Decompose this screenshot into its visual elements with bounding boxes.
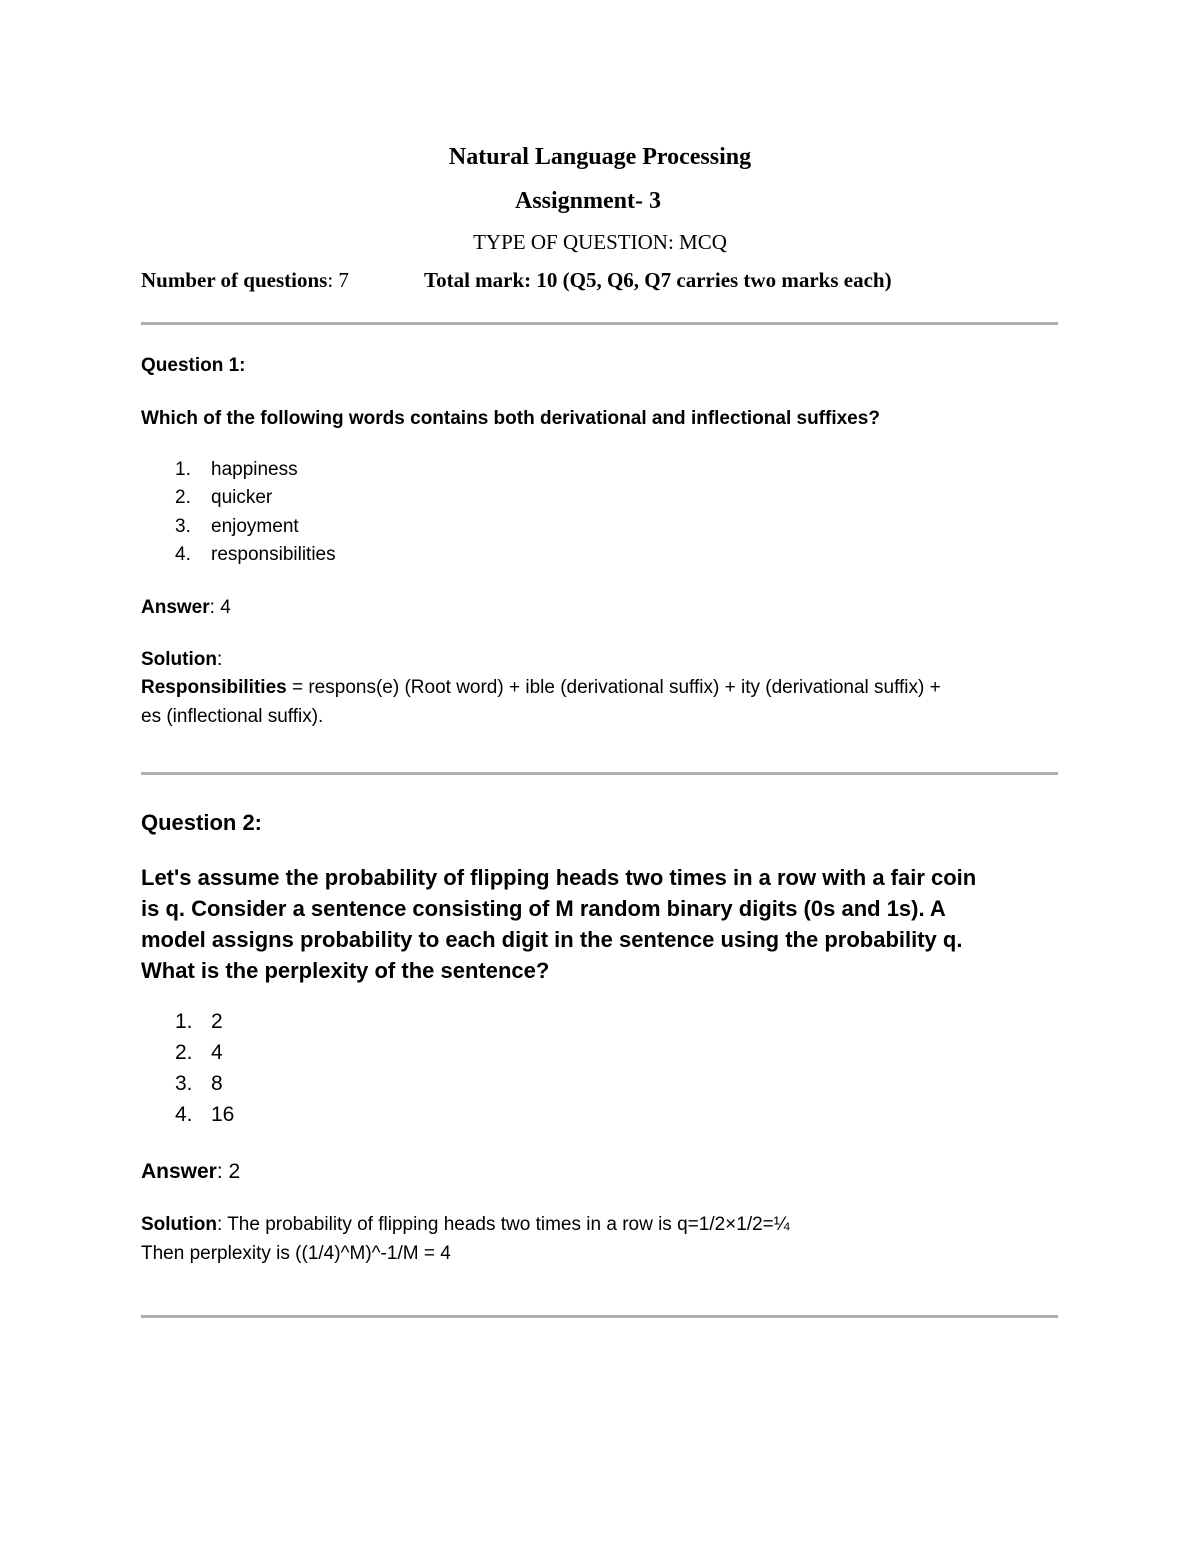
question-type: TYPE OF QUESTION: MCQ — [473, 230, 727, 254]
option-number: 3. — [175, 1072, 193, 1095]
option-text: enjoyment — [211, 515, 299, 537]
option-text: responsibilities — [211, 543, 336, 565]
option-text: 16 — [211, 1103, 235, 1126]
answer-value: : 4 — [209, 597, 231, 618]
total-mark — [424, 268, 892, 293]
option-text: happiness — [211, 459, 298, 480]
question-1-solution-line-2: es (inflectional suffix). — [141, 706, 324, 727]
question-2-text — [141, 862, 976, 986]
option-text: quicker — [211, 487, 273, 509]
solution-text: : The probability of flipping heads two times in a row is q=1/2×1/2=¼ — [216, 1214, 790, 1235]
option-number: 2. — [175, 487, 191, 509]
answer-label: Answer — [141, 1160, 217, 1183]
option-text: 4 — [211, 1041, 223, 1064]
solution-term: Responsibilities — [141, 677, 287, 698]
option-number: 3. — [175, 515, 191, 537]
number-of-questions-label: Number of questions — [141, 268, 328, 292]
assignment-heading: Assignment- 3 — [515, 188, 662, 214]
question-1-solution-heading — [141, 649, 222, 671]
divider — [141, 322, 1058, 325]
solution-label: Solution — [141, 1214, 217, 1235]
answer-value: : 2 — [216, 1160, 241, 1183]
question-1-solution-line-1 — [141, 677, 941, 699]
option-text: 8 — [211, 1072, 223, 1095]
solution-text: = respons(e) (Root word) + ible (derivational suffix) + ity (derivational suffix) + — [286, 677, 941, 698]
option-number: 4. — [175, 1103, 193, 1126]
option-number: 4. — [175, 543, 191, 565]
question-2-text-line: model assigns probability to each digit in the sentence using the probability q. — [141, 927, 963, 952]
option-number: 1. — [175, 459, 191, 480]
question-2-label: Question 2: — [141, 810, 263, 835]
option-text: 2 — [211, 1010, 223, 1033]
question-2-answer — [141, 1160, 240, 1184]
answer-label: Answer — [141, 597, 210, 618]
solution-colon: : — [216, 649, 223, 670]
question-1-text: Which of the following words contains both derivational and inflectional suffixes? — [141, 408, 880, 429]
number-of-questions-value: : 7 — [327, 268, 349, 292]
question-2-solution-line-1 — [141, 1214, 790, 1236]
question-2-solution-line-2: Then perplexity is ((1/4)^M)^-1/M = 4 — [141, 1243, 451, 1264]
question-1-label: Question 1: — [141, 355, 246, 376]
question-2-text-line: What is the perplexity of the sentence? — [141, 958, 550, 983]
solution-label: Solution — [141, 649, 217, 670]
total-mark-value: : 10 (Q5, Q6, Q7 carries two marks each) — [524, 268, 892, 292]
question-2-text-line: Let's assume the probability of flipping heads two times in a row with a fair coin — [141, 865, 977, 890]
question-2-text-line: is q. Consider a sentence consisting of M random binary digits (0s and 1s). A — [141, 896, 946, 921]
number-of-questions — [141, 268, 349, 293]
total-mark-label: Total mark — [424, 268, 525, 292]
question-1-answer — [141, 597, 231, 619]
option-number: 2. — [175, 1041, 193, 1064]
divider — [141, 1315, 1058, 1318]
divider — [141, 772, 1058, 775]
document-title: Natural Language Processing — [448, 144, 752, 170]
option-number: 1. — [175, 1010, 193, 1033]
